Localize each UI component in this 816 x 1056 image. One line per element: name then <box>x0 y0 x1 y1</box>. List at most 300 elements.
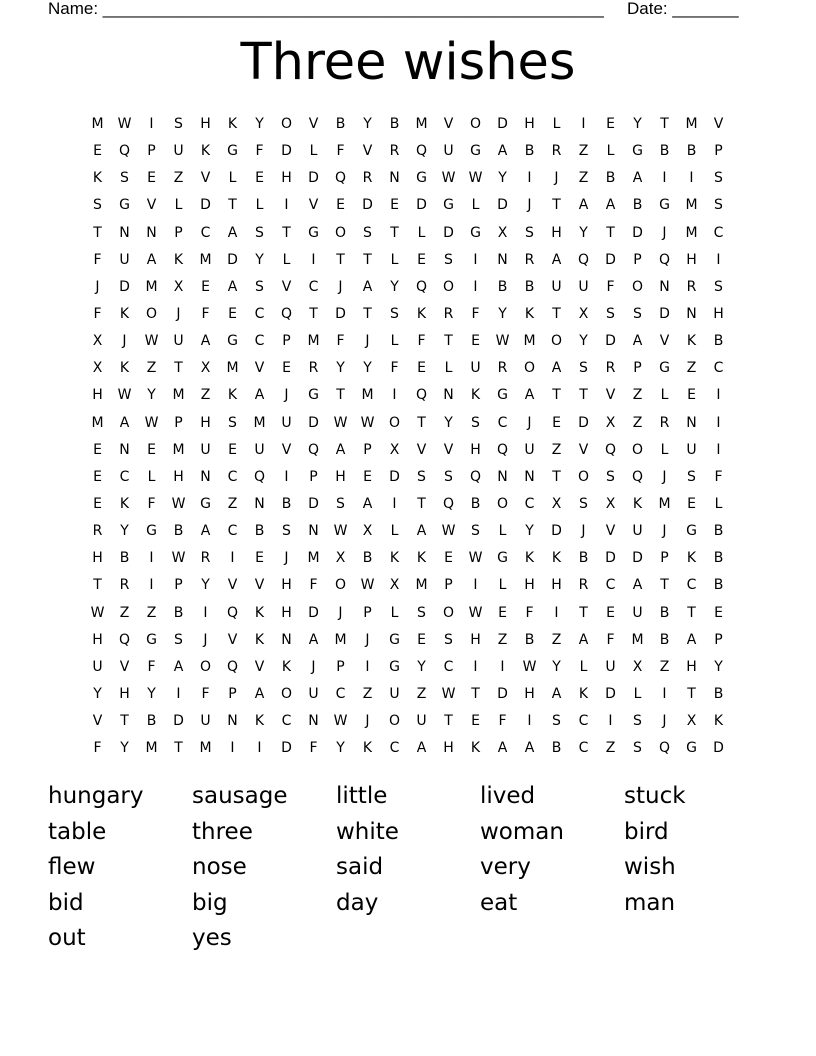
grid-letter: N <box>659 278 670 295</box>
grid-letter: M <box>91 414 104 431</box>
grid-letter: N <box>254 495 265 512</box>
grid-letter: O <box>280 685 293 702</box>
word-bank-item: big <box>192 889 228 916</box>
grid-letter: S <box>282 523 291 540</box>
grid-letter: F <box>147 495 156 512</box>
grid-letter: G <box>146 523 157 540</box>
grid-row <box>84 301 732 328</box>
grid-letter: N <box>686 414 697 431</box>
grid-letter: S <box>93 197 102 214</box>
grid-letter: T <box>606 224 615 241</box>
grid-letter: G <box>443 197 454 214</box>
grid-letter: A <box>200 523 211 540</box>
grid-letter: U <box>416 713 427 730</box>
grid-row <box>84 681 732 708</box>
grid-letter: L <box>390 604 399 621</box>
grid-letter: Y <box>363 360 372 377</box>
grid-letter: Z <box>362 685 373 702</box>
grid-letter: K <box>119 360 130 377</box>
grid-letter: X <box>335 550 346 567</box>
grid-letter: E <box>444 550 453 567</box>
grid-letter: T <box>93 224 102 241</box>
word-bank-item: wish <box>624 854 676 880</box>
word-bank-item: man <box>624 889 676 916</box>
grid-letter: L <box>228 170 237 187</box>
grid-letter: C <box>578 713 589 730</box>
grid-letter: M <box>307 333 320 350</box>
grid-letter: U <box>524 441 535 458</box>
grid-letter: S <box>363 224 372 241</box>
grid-letter: H <box>686 251 697 268</box>
grid-letter: A <box>146 251 157 268</box>
grid-letter: N <box>281 631 292 648</box>
grid-letter: Y <box>147 685 156 702</box>
grid-letter: A <box>119 414 130 431</box>
grid-letter: E <box>417 360 426 377</box>
grid-letter: C <box>713 360 724 377</box>
grid-letter: T <box>363 305 372 322</box>
grid-letter: G <box>389 631 400 648</box>
grid-letter: G <box>200 495 211 512</box>
grid-letter: R <box>389 143 400 160</box>
word-bank-item: little <box>336 783 388 809</box>
grid-letter: K <box>632 495 643 512</box>
grid-letter: B <box>659 143 670 160</box>
grid-letter: B <box>713 577 724 594</box>
grid-letter: S <box>579 360 588 377</box>
grid-letter: T <box>336 251 345 268</box>
grid-letter: A <box>551 685 562 702</box>
grid-letter: M <box>145 740 158 757</box>
grid-letter: E <box>93 143 102 160</box>
grid-letter: I <box>527 713 532 730</box>
grid-letter: V <box>227 631 238 648</box>
grid-letter: F <box>471 305 480 322</box>
grid-letter: Q <box>118 143 131 160</box>
grid-letter: A <box>173 658 184 675</box>
grid-letter: I <box>473 251 478 268</box>
grid-letter: G <box>416 170 427 187</box>
grid-letter: J <box>122 333 127 350</box>
grid-letter: I <box>554 604 559 621</box>
grid-letter: K <box>281 658 292 675</box>
grid-letter: T <box>579 387 588 404</box>
grid-letter: T <box>390 224 399 241</box>
grid-letter: F <box>606 278 615 295</box>
grid-letter: G <box>659 360 670 377</box>
grid-letter: X <box>173 278 184 295</box>
grid-letter: I <box>392 495 397 512</box>
grid-letter: I <box>392 387 397 404</box>
grid-letter: F <box>93 251 102 268</box>
grid-letter: I <box>500 658 505 675</box>
grid-letter: Y <box>336 740 345 757</box>
grid-letter: D <box>497 197 508 214</box>
grid-letter: E <box>390 197 399 214</box>
grid-letter: E <box>336 197 345 214</box>
grid-letter: C <box>605 577 616 594</box>
grid-letter: D <box>362 197 373 214</box>
grid-letter: T <box>444 333 453 350</box>
grid-letter: D <box>389 468 400 485</box>
grid-letter: I <box>689 170 694 187</box>
grid-letter: M <box>415 577 428 594</box>
grid-letter: P <box>174 414 183 431</box>
grid-letter: Q <box>604 441 617 458</box>
grid-letter: D <box>713 740 724 757</box>
grid-letter: F <box>606 631 615 648</box>
grid-letter: I <box>149 116 154 132</box>
grid-letter: A <box>416 523 427 540</box>
grid-letter: V <box>254 577 265 594</box>
grid-letter: D <box>281 740 292 757</box>
grid-letter: U <box>578 278 589 295</box>
grid-letter: F <box>147 658 156 675</box>
name-field: Name: _____________________________________________________ <box>48 0 604 18</box>
grid-letter: I <box>473 577 478 594</box>
grid-letter: F <box>255 143 264 160</box>
grid-letter: E <box>606 604 615 621</box>
grid-letter: C <box>686 577 697 594</box>
grid-letter: S <box>120 170 129 187</box>
grid-letter: B <box>605 170 616 187</box>
grid-letter: X <box>389 577 400 594</box>
word-search-grid <box>84 111 732 762</box>
grid-letter: G <box>470 224 481 241</box>
grid-row <box>84 464 732 491</box>
grid-letter: D <box>308 414 319 431</box>
grid-letter: W <box>117 387 132 404</box>
grid-letter: G <box>308 387 319 404</box>
grid-letter: I <box>284 197 289 214</box>
grid-letter: O <box>334 577 347 594</box>
grid-letter: H <box>92 387 103 404</box>
grid-letter: I <box>284 468 289 485</box>
grid-letter: M <box>658 495 671 512</box>
word-bank-item: sausage <box>192 783 288 809</box>
grid-letter: H <box>686 658 697 675</box>
grid-letter: D <box>605 251 616 268</box>
grid-letter: N <box>227 713 238 730</box>
grid-letter: V <box>146 197 157 214</box>
grid-letter: L <box>174 197 183 214</box>
grid-letter: D <box>119 278 130 295</box>
grid-letter: A <box>551 251 562 268</box>
grid-letter: U <box>551 278 562 295</box>
grid-letter: L <box>282 251 291 268</box>
grid-letter: M <box>253 414 266 431</box>
grid-row <box>84 220 732 247</box>
grid-letter: L <box>417 224 426 241</box>
grid-row <box>84 410 732 437</box>
grid-letter: F <box>309 740 318 757</box>
grid-letter: Z <box>173 170 184 187</box>
grid-letter: T <box>552 197 561 214</box>
grid-letter: S <box>633 305 642 322</box>
grid-letter: C <box>713 224 724 241</box>
grid-letter: U <box>443 143 454 160</box>
grid-letter: X <box>605 414 616 431</box>
grid-letter: X <box>551 495 562 512</box>
grid-letter: E <box>471 713 480 730</box>
grid-letter: Q <box>226 604 239 621</box>
grid-letter: C <box>254 305 265 322</box>
grid-letter: Q <box>280 305 293 322</box>
grid-letter: J <box>662 468 667 485</box>
grid-letter: D <box>443 224 454 241</box>
grid-letter: U <box>605 658 616 675</box>
grid-letter: F <box>93 305 102 322</box>
grid-letter: I <box>527 170 532 187</box>
grid-letter: I <box>176 685 181 702</box>
grid-letter: H <box>470 631 481 648</box>
grid-row <box>84 165 732 192</box>
grid-letter: H <box>92 631 103 648</box>
grid-letter: K <box>92 170 103 187</box>
page-title: Three wishes <box>240 33 576 92</box>
grid-letter: T <box>120 713 129 730</box>
grid-letter: R <box>659 414 670 431</box>
grid-letter: L <box>552 116 561 132</box>
grid-letter: T <box>174 740 183 757</box>
grid-letter: H <box>281 170 292 187</box>
grid-letter: H <box>551 577 562 594</box>
grid-letter: J <box>176 305 181 322</box>
word-bank-item: very <box>480 854 531 880</box>
grid-letter: V <box>254 360 265 377</box>
grid-letter: S <box>687 468 696 485</box>
grid-letter: K <box>254 713 265 730</box>
grid-letter: B <box>146 713 157 730</box>
grid-letter: N <box>497 251 508 268</box>
grid-letter: K <box>416 550 427 567</box>
grid-letter: Q <box>334 170 347 187</box>
grid-letter: E <box>417 631 426 648</box>
grid-row <box>84 382 732 409</box>
grid-letter: G <box>497 387 508 404</box>
grid-letter: R <box>497 360 508 377</box>
grid-letter: M <box>685 224 698 241</box>
word-bank-item: said <box>336 854 384 880</box>
grid-letter: O <box>496 495 509 512</box>
grid-letter: L <box>660 441 669 458</box>
grid-letter: U <box>632 523 643 540</box>
grid-letter: V <box>713 116 724 132</box>
word-bank-item: eat <box>480 889 518 916</box>
grid-letter: T <box>471 685 480 702</box>
grid-letter: S <box>255 224 264 241</box>
grid-letter: W <box>360 577 375 594</box>
grid-letter: E <box>228 441 237 458</box>
grid-letter: B <box>254 523 265 540</box>
grid-letter: Y <box>363 116 372 132</box>
grid-letter: P <box>363 604 372 621</box>
grid-letter: A <box>551 360 562 377</box>
grid-letter: L <box>255 197 264 214</box>
grid-letter: I <box>608 713 613 730</box>
grid-letter: Z <box>146 604 157 621</box>
grid-letter: P <box>660 550 669 567</box>
grid-letter: B <box>389 116 400 132</box>
grid-letter: D <box>497 685 508 702</box>
grid-letter: U <box>308 685 319 702</box>
grid-letter: S <box>552 713 561 730</box>
grid-letter: E <box>93 441 102 458</box>
grid-letter: J <box>365 333 370 350</box>
grid-letter: Q <box>442 495 455 512</box>
grid-letter: J <box>284 387 289 404</box>
grid-letter: P <box>336 658 345 675</box>
grid-letter: S <box>714 278 723 295</box>
grid-letter: Z <box>146 360 157 377</box>
grid-row <box>84 654 732 681</box>
grid-letter: H <box>92 550 103 567</box>
grid-letter: M <box>145 278 158 295</box>
grid-letter: J <box>311 658 316 675</box>
grid-letter: R <box>605 360 616 377</box>
grid-letter: F <box>525 604 534 621</box>
grid-letter: M <box>631 631 644 648</box>
grid-letter: G <box>389 658 400 675</box>
grid-letter: A <box>227 224 238 241</box>
grid-letter: I <box>149 577 154 594</box>
grid-letter: P <box>633 360 642 377</box>
grid-letter: K <box>713 713 724 730</box>
grid-letter: E <box>363 468 372 485</box>
grid-letter: C <box>335 685 346 702</box>
grid-letter: N <box>119 224 130 241</box>
grid-letter: T <box>687 685 696 702</box>
grid-letter: N <box>686 305 697 322</box>
grid-letter: A <box>416 740 427 757</box>
grid-letter: R <box>119 577 130 594</box>
grid-letter: G <box>632 143 643 160</box>
grid-letter: R <box>551 143 562 160</box>
grid-letter: Q <box>658 740 671 757</box>
grid-letter: Z <box>416 685 427 702</box>
grid-letter: L <box>579 658 588 675</box>
grid-letter: P <box>444 577 453 594</box>
grid-letter: E <box>201 278 210 295</box>
grid-letter: U <box>470 360 481 377</box>
grid-letter: T <box>444 713 453 730</box>
grid-letter: Y <box>579 224 588 241</box>
grid-letter: B <box>497 278 508 295</box>
grid-letter: Z <box>659 658 670 675</box>
date-field: Date: _______ <box>627 0 739 18</box>
grid-letter: V <box>605 387 616 404</box>
grid-letter: J <box>338 604 343 621</box>
grid-letter: W <box>333 523 348 540</box>
word-bank-item: stuck <box>624 783 686 809</box>
grid-letter: Q <box>226 658 239 675</box>
grid-letter: T <box>282 224 291 241</box>
grid-letter: W <box>360 414 375 431</box>
grid-letter: A <box>686 631 697 648</box>
grid-letter: B <box>713 333 724 350</box>
grid-letter: B <box>119 550 130 567</box>
word-bank-item: table <box>48 818 107 845</box>
grid-letter: P <box>174 224 183 241</box>
grid-letter: V <box>92 713 103 730</box>
grid-letter: D <box>632 224 643 241</box>
grid-letter: V <box>200 170 211 187</box>
grid-letter: N <box>308 713 319 730</box>
grid-letter: F <box>309 577 318 594</box>
grid-row <box>84 708 732 735</box>
word-bank-item: bid <box>48 889 84 916</box>
grid-letter: I <box>716 251 721 268</box>
grid-letter: V <box>362 143 373 160</box>
grid-letter: Z <box>632 414 643 431</box>
grid-letter: K <box>686 333 697 350</box>
grid-letter: V <box>578 441 589 458</box>
grid-letter: W <box>522 658 537 675</box>
grid-letter: S <box>633 713 642 730</box>
grid-row <box>84 545 732 572</box>
grid-letter: I <box>149 550 154 567</box>
grid-letter: Y <box>255 116 264 132</box>
grid-letter: U <box>92 658 103 675</box>
grid-letter: P <box>282 333 291 350</box>
grid-letter: G <box>119 197 130 214</box>
grid-letter: Y <box>93 685 102 702</box>
word-bank-item: bird <box>624 818 669 845</box>
grid-letter: A <box>362 278 373 295</box>
grid-letter: A <box>497 740 508 757</box>
grid-letter: G <box>659 197 670 214</box>
grid-letter: K <box>254 604 265 621</box>
grid-letter: H <box>281 577 292 594</box>
grid-letter: B <box>551 740 562 757</box>
grid-letter: S <box>633 740 642 757</box>
grid-letter: M <box>307 550 320 567</box>
grid-letter: T <box>363 251 372 268</box>
grid-letter: K <box>119 495 130 512</box>
grid-letter: R <box>362 170 373 187</box>
grid-letter: M <box>91 116 104 132</box>
grid-letter: W <box>468 550 483 567</box>
grid-letter: S <box>444 251 453 268</box>
grid-letter: Y <box>633 116 642 132</box>
grid-letter: X <box>92 360 103 377</box>
grid-row <box>84 437 732 464</box>
grid-letter: S <box>525 224 534 241</box>
grid-letter: J <box>338 278 343 295</box>
grid-letter: H <box>200 116 211 132</box>
grid-letter: F <box>417 333 426 350</box>
grid-letter: X <box>200 360 211 377</box>
grid-letter: X <box>497 224 508 241</box>
grid-letter: H <box>281 604 292 621</box>
grid-letter: O <box>388 713 401 730</box>
grid-letter: J <box>662 713 667 730</box>
grid-letter: B <box>659 604 670 621</box>
grid-letter: P <box>309 468 318 485</box>
grid-row <box>84 138 732 165</box>
grid-letter: Z <box>227 495 238 512</box>
grid-letter: Q <box>577 251 590 268</box>
grid-letter: I <box>473 658 478 675</box>
grid-letter: U <box>173 333 184 350</box>
grid-letter: H <box>551 224 562 241</box>
grid-letter: R <box>524 251 535 268</box>
grid-letter: S <box>228 414 237 431</box>
grid-letter: K <box>254 631 265 648</box>
grid-letter: E <box>93 495 102 512</box>
grid-letter: Y <box>525 523 534 540</box>
grid-letter: S <box>471 414 480 431</box>
